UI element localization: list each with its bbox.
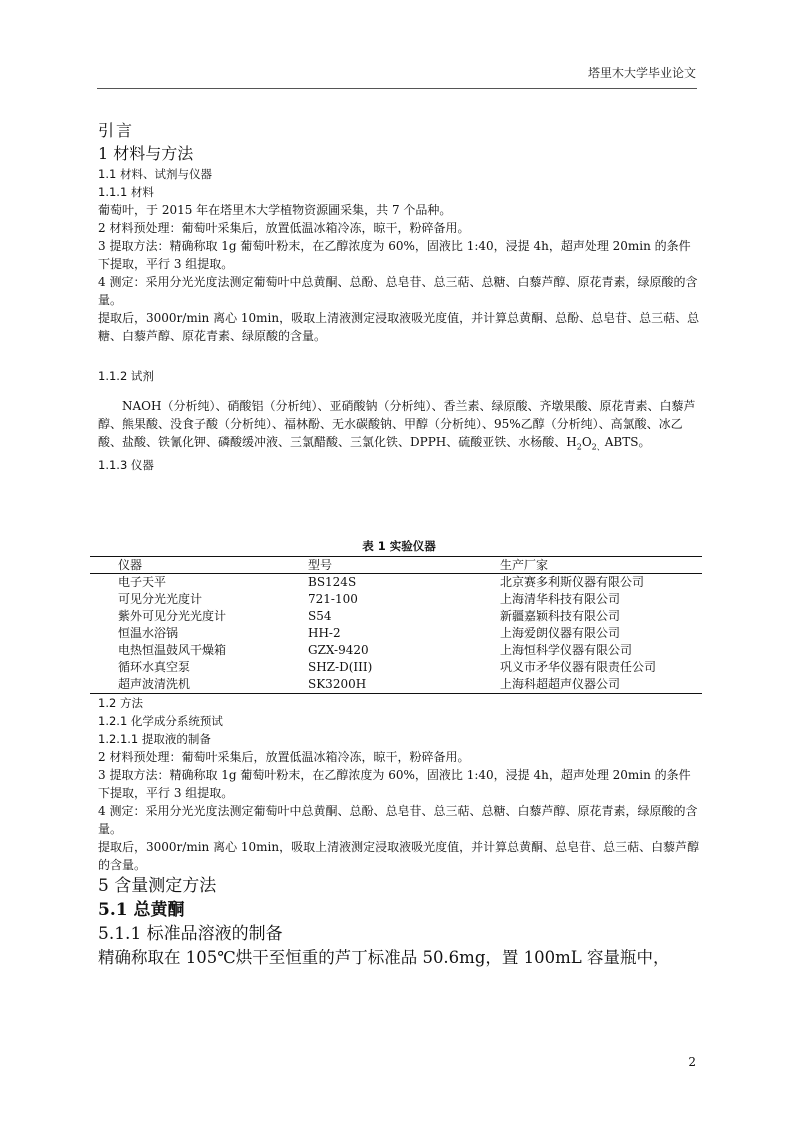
manufacturer-cell: 上海科超超声仪器公司 <box>500 677 621 692</box>
measurement-paragraph-2: 4 测定：采用分光光度法测定葡萄叶中总黄酮、总酚、总皂苷、总三萜、总糖、白藜芦醇、原花青素，绿原酸的含量。 <box>98 804 698 837</box>
manufacturer-cell: 上海爱朗仪器有限公司 <box>500 626 621 641</box>
h2o2-sub-2: 2、 <box>591 442 605 452</box>
table-header-row <box>90 557 702 574</box>
table-row <box>90 574 702 592</box>
materials-paragraph: 葡萄叶，于 2015 年在塔里木大学植物资源圃采集，共 7 个品种。 <box>98 203 452 217</box>
extraction-paragraph-2: 3 提取方法：精确称取 1g 葡萄叶粉末，在乙醇浓度为 60%，固液比 1:40，浸提 4h，超声处理 20min 的条件下提取，平行 3 组提取。 <box>98 768 691 801</box>
model-cell: SK3200H <box>308 677 367 692</box>
model-cell: S54 <box>308 609 332 624</box>
reagents-paragraph <box>98 397 700 456</box>
page-number: 2 <box>688 1055 696 1069</box>
instrument-cell: 循环水真空泵 <box>118 660 191 675</box>
manufacturer-cell: 巩义市矛华仪器有限责任公司 <box>500 660 657 675</box>
col-header-manufacturer: 生产厂家 <box>500 557 702 574</box>
h2o2-o: O <box>581 435 592 449</box>
h2o2-h: H <box>566 435 577 449</box>
intro-heading: 引言 <box>98 121 135 140</box>
page-body <box>98 120 700 970</box>
model-cell: GZX-9420 <box>308 643 369 658</box>
table-caption: 表 1 实验仪器 <box>362 539 436 554</box>
pretreatment-paragraph-2: 2 材料预处理：葡萄叶采集后，放置低温冰箱冷冻，晾干，粉碎备用。 <box>98 750 470 765</box>
reagents-text: NAOH（分析纯）、硝酸铝（分析纯）、亚硝酸钠（分析纯）、香兰素、绿原酸、齐墩果酸、原花青素、白藜芦醇、熊果酸、没食子酸（分析纯）、福林酚、无水碳酸钠、甲醇（分析纯）、95%乙醇（分析纯）、高氯酸、冰乙酸、盐酸、铁氰化钾、磷酸缓冲液、三氯醋酸、三氯化铁、DPPH、硫酸亚铁、水杨酸、 <box>98 399 696 449</box>
subsection-1-1-1-heading: 1.1.1 材料 <box>98 185 154 199</box>
instrument-cell: 紫外可见分光光度计 <box>118 609 227 624</box>
manufacturer-cell: 北京赛多利斯仪器有限公司 <box>500 575 645 590</box>
instrument-cell: 恒温水浴锅 <box>118 626 179 641</box>
manufacturer-cell: 上海清华科技有限公司 <box>500 592 621 607</box>
instrument-cell: 电热恒温鼓风干燥箱 <box>118 643 227 658</box>
model-cell: BS124S <box>308 575 357 590</box>
pretreatment-paragraph: 2 材料预处理：葡萄叶采集后，放置低温冰箱冷冻，晾干，粉碎备用。 <box>98 221 470 235</box>
post-extraction-paragraph: 提取后，3000r/min 离心 10min，吸取上清液测定浸取液吸光度值，并计算总黄酮、总酚、总皂苷、总三萜、总糖、白藜芦醇、原花青素、绿原酸的含量。 <box>98 311 700 343</box>
manufacturer-cell: 新疆嘉颖科技有限公司 <box>500 609 621 624</box>
instrument-table <box>90 556 702 694</box>
section-5-heading: 5 含量测定方法 <box>98 876 217 897</box>
manufacturer-cell: 上海恒科学仪器有限公司 <box>500 643 633 658</box>
instrument-cell: 电子天平 <box>118 575 167 590</box>
table-row <box>90 608 702 625</box>
subsection-1-1-heading: 1.1 材料、试剂与仪器 <box>98 167 212 181</box>
instrument-cell: 超声波清洗机 <box>118 677 191 692</box>
subsection-1-2-1-1-heading: 1.2.1.1 提取液的制备 <box>98 732 211 747</box>
subsection-1-2-1-heading: 1.2.1 化学成分系统预试 <box>98 714 223 729</box>
model-cell: SHZ-D(III) <box>308 660 373 675</box>
section-1-heading: 1 材料与方法 <box>98 144 194 163</box>
reagents-tail: ABTS。 <box>604 435 651 449</box>
h2o2-formula <box>566 435 605 452</box>
h2o2-sub-1: 2 <box>576 442 582 452</box>
subsection-5-1-1-heading: 5.1.1 标准品溶液的制备 <box>98 924 283 945</box>
table-row <box>90 676 702 694</box>
running-header: 塔里木大学毕业论文 <box>587 66 696 80</box>
header-divider <box>97 88 697 89</box>
table-row <box>90 642 702 659</box>
col-header-model: 型号 <box>308 557 500 574</box>
table-row <box>90 659 702 676</box>
col-header-instrument: 仪器 <box>90 557 308 574</box>
subsection-5-1-heading: 5.1 总黄酮 <box>98 900 185 921</box>
measurement-paragraph: 4 测定：采用分光光度法测定葡萄叶中总黄酮、总酚、总皂苷、总三萜、总糖、白藜芦醇、原花青素，绿原酸的含量。 <box>98 275 698 307</box>
subsection-1-1-2-heading: 1.1.2 试剂 <box>98 369 154 383</box>
post-extraction-paragraph-2: 提取后，3000r/min 离心 10min，吸取上清液测定浸取液吸光度值，并计算总黄酮、总皂苷、总三萜、白藜芦醇的含量。 <box>98 840 700 873</box>
model-cell: 721-100 <box>308 592 358 607</box>
model-cell: HH-2 <box>308 626 341 641</box>
table-row <box>90 591 702 608</box>
extraction-paragraph: 3 提取方法：精确称取 1g 葡萄叶粉末，在乙醇浓度为 60%，固液比 1:40，浸提 4h，超声处理 20min 的条件下提取，平行 3 组提取。 <box>98 239 691 271</box>
subsection-1-2-heading: 1.2 方法 <box>98 696 143 711</box>
standard-solution-paragraph: 精确称取在 105℃烘干至恒重的芦丁标准品 50.6mg，置 100mL 容量瓶中， <box>98 948 670 968</box>
table-row <box>90 625 702 642</box>
subsection-1-1-3-heading: 1.1.3 仪器 <box>98 458 154 473</box>
instrument-cell: 可见分光光度计 <box>118 592 203 607</box>
